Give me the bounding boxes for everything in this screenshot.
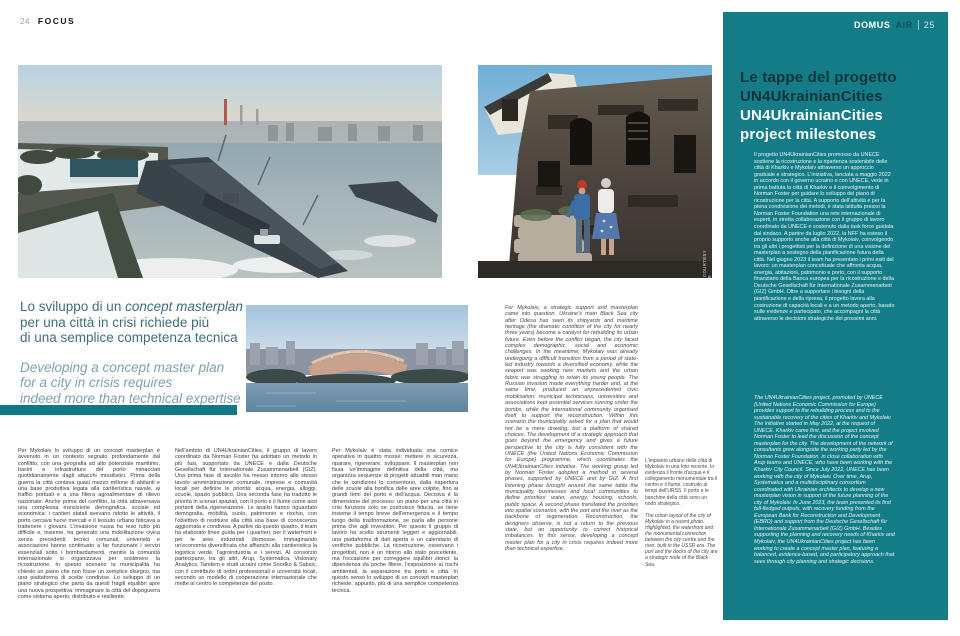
left-page-header [20,16,75,26]
right-page-header [854,20,935,30]
article-column-4-english: For Mykolaiv, a strategic support and masterplan came into question. Ukraine's main Black Sea city after Odesa has seen its shipyards and maritime heritage (the dramatic condition of the city for nearly three years) become a catalyst for rebuilding its urban future. Even before the conflict began, the city faced complex demographic, social and economic challenges. In the meantime, Mykolaiv was already undergoing a difficult transition from a period of state-led industry towards a diversified economy, while the seaport was seeking new markets and the urban fabric was struggling to retain its young people. The Russian invasion made everything harder and, at the same time, produced an unprecedented civic mobilisation: municipal technicians, universities and associations kept essential services running under the bombs, while the international community organised itself to support the reconstruction. Within this scenario the municipality asked for a plan that would not be a mere drawing, but a platform of shared choices. The development of a strategic approach that goes beyond the emergency and gives a future perspective to the city is fully consistent with the UNECE (the United Nations Economic Commission for Europe) programme, which coordinates the UN4UkrainianCities initiative. The working group led by Norman Foster adopted a method in several phases, supported by UNECE and by GIZ. A first listening phase brought around the same table the municipality, businesses and local communities to define priorities: water, energy, housing, schools, public space. A second phase translated the priorities into spatial scenarios, with the port and the river as the backbone of regeneration. Reconstruction, the designers observe, is not a return to the previous state, but an opportunity to correct historical imbalances. In this sense, developing a concept master plan for a city in crisis requires indeed more than technical expertise. [505,305,638,553]
brand-logo: DOMUS [853,20,891,30]
pull-quote [20,299,270,406]
damaged-building-illustration [478,65,712,278]
quote-english-line2: for a city in crisis requires [20,375,173,390]
quote-english-line1: Developing a concept master plan [20,359,225,375]
winter-port-illustration [18,65,442,278]
caption-italian: L'impianto urbano della città di Mykolaiv in una foto recente. In evidenza il fronte d'acqua e il collegamento monumentale tra il centro e il fiume, costruito ai tempi dell'URSS. Il porto e le banchine della città sono un nodo strategico. [645,458,718,507]
dusk-city-photo [246,305,468,412]
sidebar-body-italian: Il progetto UN4UkrainianCities promosso da UNECE sostiene la ricostruzione e la ripartenza sostenibile delle città di Kharkiv e Mykolaiv attraverso un approccio graduale e strategico. L'iniziativa, lanciata a maggio 2022 in accordo con il governo ucraino e con UNECE, vede in prima battuta la città di Kharkiv e il coinvolgimento di Norman Foster per guidare lo sviluppo del piano di ricostruzione per la città. A supporto dell'attività e per la piena condivisione dei metodi, è stata istituita presso la Norman Foster Foundation una rete internazionale di esperti, in stretta collaborazione con il gruppo di lavoro coordinato da UNECE e sostenuto dalla task force guidata dal sindaco. A partire da luglio 2022, la NFF ha esteso il proprio supporto anche alla città di Mykolaiv, coinvolgendo tra gli altri i progettisti per la definizione di una visione del masterplan a sostegno della pianificazione futura della città. Nel giugno 2023 il team ha presentato i primi esiti del lavoro: un masterplan concettuale che affronta acqua, energia, abitazioni, patrimonio e porto, con il supporto finanziario della Banca europea per la ricostruzione e della Deutsche Gesellschaft für Internationale Zusammenarbeit (GIZ) GmbH. Oltre a supportare i bisogni della pianificazione e della ripresa, il progetto lavora alla costruzione di capacità locali e a un metodo aperto, basato sulle evidenze e partecipato, che accompagni la città attraverso le decisioni strategiche dei prossimi anni. [754,152,895,322]
quote-italian-line3: di una semplice competenza tecnica [20,330,238,345]
sidebar-title-it-line1: Le tappe del progetto [740,69,897,86]
photo-caption [645,458,718,568]
section-label: FOCUS [37,16,76,26]
sidebar-title-it-line2: UN4UkrainianCities [740,88,883,105]
article-column-1: Per Mykolaiv lo sviluppo di un concept masterplan è avvenuto in un contesto segnato profondamente dal conflitto, con una geografia ad alto potenziale marittimo, bacini e infrastrutture del porto minacciati quotidianamente dagli attacchi missilistici. Prima della guerra la città contava quasi mezzo milione di abitanti e una base produttiva legata alla cantieristica navale, ai traffici portuali e a una filiera agroalimentare di rilievo nazionale. Anche prima del conflitto, la città attraversava una complessa transizione demografica, sociale ed economica: i cantieri statali avevano ridotto le attività, il porto cercava nuovi mercati e il tessuto urbano faticava a trattenere i giovani. L'invasione russa ha reso tutto più difficile e, insieme, ha generato una mobilitazione civica senza precedenti: tecnici comunali, università e associazioni hanno continuato a far funzionare i servizi essenziali sotto i bombardamenti, mentre la comunità internazionale si organizzava per sostenere la ricostruzione. In questo scenario la municipalità ha chiesto un piano che non fosse un semplice disegno, ma una piattaforma di scelte condivise. Lo sviluppo di un piano strategico che parta da questi fragili equilibri apre una nuova prospettiva: immaginare la città del dopoguerra come sistema aperto, distribuito e resiliente. [18,448,160,600]
sidebar-milestones [723,12,948,620]
winter-port-photo [18,65,442,278]
sidebar-title-en-line1: UN4UkrainianCities [740,107,883,124]
right-folio: 25 [923,20,935,30]
sidebar-title-en-line2: project milestones [740,126,877,143]
header-divider [918,20,919,30]
caption-english: The urban layout of the city of Mykolaiv in a recent photo. Highlighted, the waterfront and the monumental connection between the city centre and the river, built in the USSR era. The port and the docks of the city are a strategic node of the Black Sea. [645,512,718,568]
quote-english-line3: indeed more than technical expertise [20,390,241,406]
photo-credit: FOTO COURTESY UNECE [702,250,712,292]
quote-italian-line2: per una città in crisi richiede più [20,314,210,330]
damaged-building-photo [478,65,712,278]
article-column-3: Per Mykolaiv è stata individuata una cornice operativa in quattro mosse: mettere in sicurezza, riparare, rigenerare, sviluppare. Il masterplan non fissa un'immagine definitiva della città, ma organizza sequenze di progetti attuabili man mano che le condizioni lo consentono, dalla riapertura delle scuole alla bonifica delle aree colpite, fino ai grandi temi del porto e dell'acqua. Decisiva è la dimensione del processo: un piano per una città in crisi funziona solo se costruisce fiducia, se tiene insieme il tempo breve dell'emergenza e il tempo lungo della trasformazione, se parla alle persone prima che agli investitori. Per questo il gruppo di lavoro ha scelto strumenti leggeri e aggiornabili, una piattaforma di dati aperta e un calendario di verifiche pubbliche. La ricostruzione, osservano i progettisti, non è un ritorno allo stato precedente, ma l'occasione per correggere squilibri storici: la dipendenza da poche filiere, l'esposizione ai rischi ambientali, la separazione tra porto e città. In questo senso lo sviluppo di un concept masterplan richiede, appunto, più di una semplice competenza tecnica. [332,448,458,594]
left-folio: 24 [20,17,30,26]
sidebar-title [740,68,935,144]
article-column-2: Nell'ambito di UN4UkrainianCities, il gruppo di lavoro coordinato da Norman Foster ha adottato un metodo in più fasi, supportato da UNECE e dalla Deutsche Gesellschaft für Internationale Zusammenarbeit (GIZ). Una prima fase di ascolto ha messo intorno allo stesso tavolo amministrazione comunale, imprese e comunità locali per definire le priorità: acqua, energia, alloggi, scuole, spazio pubblico. Una seconda fase ha tradotto le priorità in scenari spaziali, con il porto e il fiume come assi portanti della rigenerazione. Le analisi hanno riguardato demografia, mobilità, suolo, patrimonio e rischio, con l'obiettivo di restituire alla città una base di conoscenza aggiornata e condivisa. A partire da questo quadro, il team ha elaborato linee guida per i quartieri, per il waterfront e per le aree industriali dismesse, immaginando un'economia diversificata che affianchi alla cantieristica la logistica verde, l'agroindustria e i servizi. Al consorzio partecipano, tra gli altri, Arup, Systematica, Visionary Analytics, Tandem e studi ucraini come Soodko & Sabsic, con il contributo di ordini professionali e università locali, secondo un modello di cooperazione internazionale che mette al centro le competenze del posto. [175,448,317,588]
brand-suffix: AIR [895,20,913,30]
teal-rule [0,405,237,415]
sidebar-body-english: The UN4UkrainianCities project, promoted by UNECE (United Nations Economic Commission for Europe) provides support to the rebuilding process and to the sustainable recovery of the cities of Kharkiv and Mykolaiv. The initiative started in May 2022, at the request of UNECE. Kharkiv came first, and the project involved Norman Foster to lead the discussion of the concept masterplan for the city. The development of the network of consultants grew alongside the working party led by the Norman Foster Foundation, in close collaboration with Arup teams and UNECE, who have been working with the Kharkiv City Council. Since July 2022, UNECE has been working with the city of Mykolaiv. Over time, Arup, Systematica and a multidisciplinary consortium coordinated with Ukrainian architects to develop a new masterplan vision in support of the future planning of the city of Mykolaiv. In June 2023, the team presented its first full-fledged outputs, with recovery funding from the European Bank for Reconstruction and Development (EBRD) and support from the Deutsche Gesellschaft für Internationale Zusammenarbeit (GIZ) GmbH. Besides supporting the planning and recovery needs of Kharkiv and Mykolaiv, the UN4UkrainianCities project has been working to create a concept master plan, featuring a balanced, evidence-based, and participatory approach that sees through city planning and strategic decisions. [754,395,895,565]
quote-italian-line1: Lo sviluppo di un concept masterplan [20,299,243,314]
dusk-city-illustration [246,305,468,412]
